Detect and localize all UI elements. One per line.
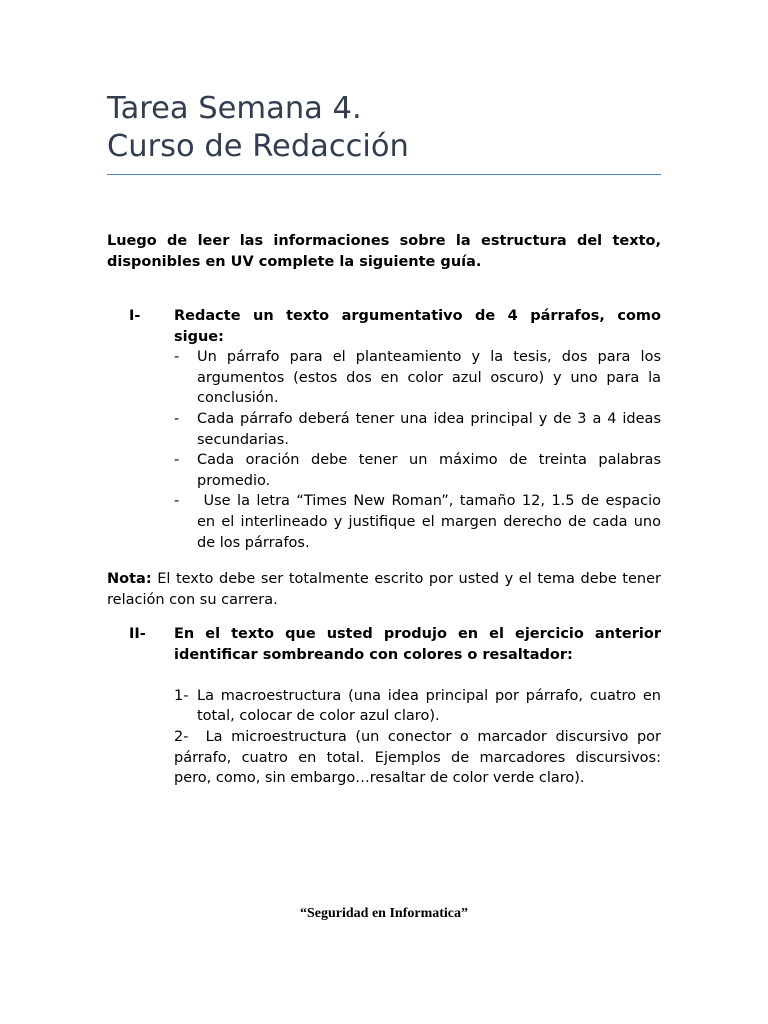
bullet-dash: - bbox=[174, 452, 180, 469]
list-item bbox=[174, 409, 661, 450]
enumerated-item-text: La macroestructura (una idea principal por párrafo, cuatro en total, colocar de color azul claro). bbox=[197, 687, 661, 725]
note-text: El texto debe ser totalmente escrito por usted y el tema debe tener relación con su carrera. bbox=[107, 571, 661, 608]
page-footer: “Seguridad en Informatica” bbox=[300, 906, 468, 921]
enumerated-item-number: 1- bbox=[174, 687, 189, 704]
title-underline bbox=[107, 174, 661, 175]
note-paragraph bbox=[107, 569, 661, 610]
enumerated-item-number: 2- bbox=[174, 728, 189, 745]
enumerated-item bbox=[174, 727, 666, 789]
section-2 bbox=[107, 624, 666, 789]
list-item bbox=[174, 491, 666, 553]
section-1-bullet-list bbox=[174, 347, 666, 553]
bullet-text: Un párrafo para el planteamiento y la tesis, dos para los argumentos (estos dos en color azul oscuro) y uno para la conclusión. bbox=[197, 349, 661, 407]
section-1-heading: Redacte un texto argumentativo de 4 párrafos, como sigue: bbox=[174, 308, 661, 345]
title-line-2: Curso de Redacción bbox=[107, 129, 409, 164]
enumerated-item-text: La microestructura (un conector o marcador discursivo por párrafo, cuatro en total. Ejemplos de marcadores discursivos: pero, como, sin embargo…resaltar de color verde claro). bbox=[174, 728, 666, 787]
bullet-dash: - bbox=[174, 349, 180, 366]
bullet-dash: - bbox=[174, 410, 180, 427]
enumerated-item bbox=[174, 686, 661, 727]
document-title bbox=[107, 90, 661, 166]
section-1-number: I- bbox=[129, 308, 141, 324]
section-2-heading: En el texto que usted produjo en el ejercicio anterior identificar sombreando con colores o resaltador: bbox=[174, 626, 661, 663]
bullet-dash: - bbox=[174, 493, 180, 510]
list-item bbox=[174, 450, 661, 491]
title-line-1: Tarea Semana 4. bbox=[107, 91, 362, 126]
section-1 bbox=[107, 306, 666, 553]
bullet-text: Cada oración debe tener un máximo de treinta palabras promedio. bbox=[197, 452, 661, 489]
list-item bbox=[174, 347, 661, 409]
note-label: Nota: bbox=[107, 571, 152, 587]
bullet-text: Use la letra “Times New Roman”, tamaño 12, 1.5 de espacio en el interlineado y justifique el margen derecho de cada uno de los párrafos. bbox=[197, 493, 666, 551]
intro-paragraph: Luego de leer las informaciones sobre la estructura del texto, disponibles en UV complete la siguiente guía. bbox=[107, 233, 661, 270]
section-2-number: II- bbox=[129, 626, 146, 642]
bullet-text: Cada párrafo deberá tener una idea principal y de 3 a 4 ideas secundarias. bbox=[197, 410, 661, 448]
